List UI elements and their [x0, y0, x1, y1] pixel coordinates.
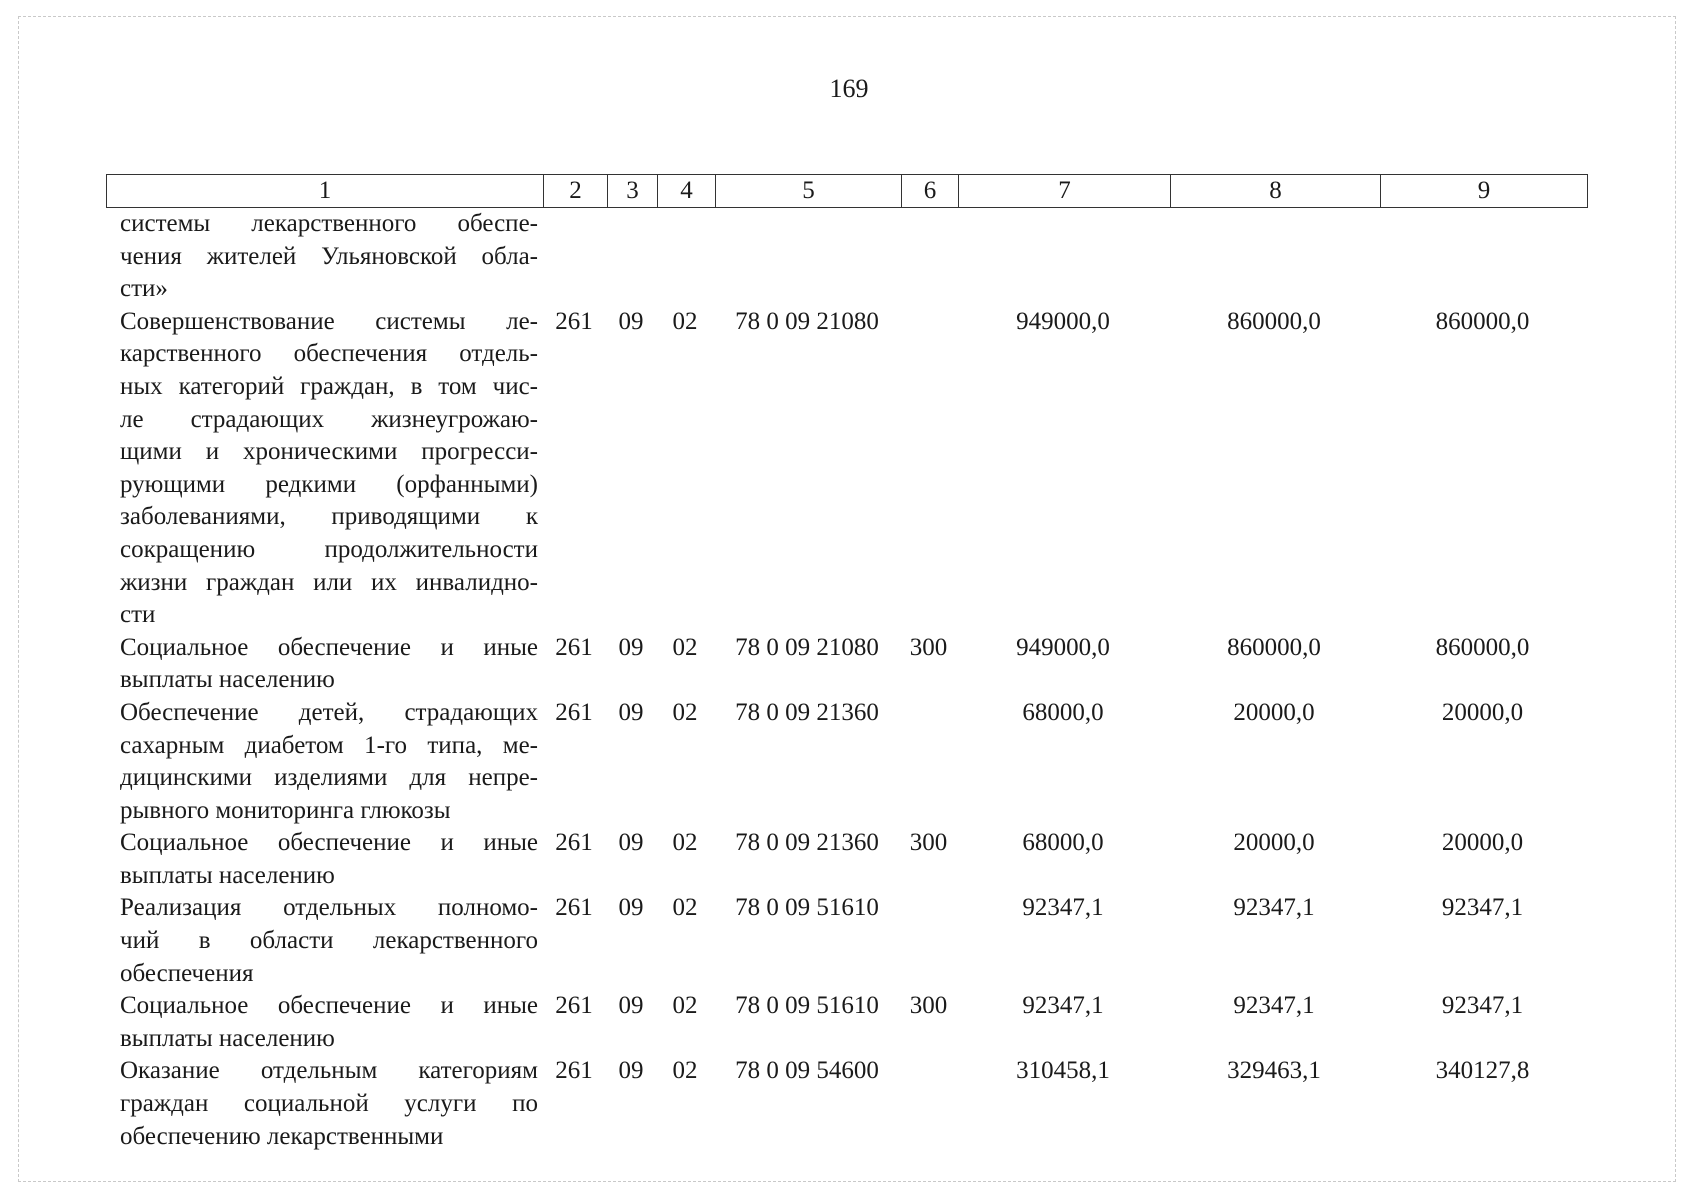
row-name-line: Социальное обеспечение и иные: [120, 992, 538, 1020]
row-name-line: Социальное обеспечение и иные: [120, 829, 538, 857]
row-name-line: Реализация отдельных полномо-: [120, 894, 538, 922]
cell-col-5: 78 0 09 21360: [735, 698, 879, 726]
cell-col-5: 78 0 09 21080: [735, 307, 879, 335]
header-col-2: 2: [543, 175, 607, 207]
cell-col-7: 92347,1: [1022, 894, 1104, 922]
cell-col-6: 300: [909, 633, 948, 661]
cell-col-8: 860000,0: [1227, 307, 1321, 335]
cell-col-3: 09: [618, 633, 644, 661]
row-name-line: выплаты населению: [120, 861, 335, 889]
cell-col-9: 20000,0: [1441, 829, 1524, 857]
cell-col-8: 860000,0: [1227, 633, 1321, 661]
cell-col-5: 78 0 09 21360: [735, 829, 879, 857]
cell-col-8: 92347,1: [1233, 992, 1315, 1020]
cell-col-9: 340127,8: [1435, 1057, 1530, 1085]
table-row: [106, 306, 1596, 632]
cell-col-3: 09: [618, 307, 644, 335]
table-row: [106, 1055, 1596, 1153]
header-col-6: 6: [901, 175, 958, 207]
cell-col-9: 92347,1: [1441, 894, 1524, 922]
cell-col-5: 78 0 09 21080: [735, 633, 879, 661]
cell-col-8: 92347,1: [1233, 894, 1315, 922]
header-col-5: 5: [715, 175, 901, 207]
row-name-line: выплаты населению: [120, 666, 335, 694]
cell-col-9: 860000,0: [1435, 307, 1530, 335]
cell-col-5: 78 0 09 51610: [735, 894, 879, 922]
cell-col-7: 68000,0: [1022, 829, 1104, 857]
header-col-9: 9: [1380, 175, 1587, 207]
row-name-line: щими и хроническими прогресси-: [120, 438, 538, 466]
cell-col-3: 09: [618, 894, 644, 922]
cell-col-9: 860000,0: [1435, 633, 1530, 661]
cell-col-2: 261: [555, 1057, 593, 1085]
cell-col-4: 02: [672, 894, 698, 922]
row-name-line: ных категорий граждан, в том чис-: [120, 372, 538, 400]
cell-col-7: 949000,0: [1016, 307, 1110, 335]
row-name-line: рующими редкими (орфанными): [120, 470, 538, 498]
header-col-1: 1: [318, 177, 332, 204]
header-col-8: 8: [1170, 175, 1380, 207]
cell-col-5: 78 0 09 51610: [735, 992, 879, 1020]
table-header: [106, 174, 1588, 208]
row-name-line: Обеспечение детей, страдающих: [120, 698, 538, 726]
table-body: [106, 208, 1596, 1153]
header-col-4: 4: [657, 175, 715, 207]
cell-col-3: 09: [618, 698, 644, 726]
table-row: [106, 827, 1596, 892]
cell-col-2: 261: [555, 992, 593, 1020]
table-row: [106, 208, 1596, 306]
cell-col-8: 20000,0: [1233, 698, 1315, 726]
header-col-7: 7: [958, 175, 1170, 207]
cell-col-8: 329463,1: [1227, 1057, 1321, 1085]
page-number: 169: [829, 74, 869, 103]
cell-col-9: 20000,0: [1441, 698, 1524, 726]
cell-col-4: 02: [672, 698, 698, 726]
row-name-line: сахарным диабетом 1-го типа, ме-: [120, 731, 538, 759]
row-name-line: Совершенствование системы ле-: [120, 307, 538, 335]
header-col-3: 3: [607, 175, 657, 207]
row-name-line: Оказание отдельным категориям: [120, 1057, 538, 1085]
cell-col-7: 310458,1: [1016, 1057, 1110, 1085]
table-row: [106, 697, 1596, 827]
row-name-cell: [106, 208, 542, 306]
cell-col-4: 02: [672, 307, 698, 335]
table-row: [106, 632, 1596, 697]
row-name-cell: [106, 632, 542, 697]
cell-col-2: 261: [555, 829, 593, 857]
row-name-line: обеспечению лекарственными: [120, 1122, 444, 1150]
table-row: [106, 990, 1596, 1055]
row-name-line: системы лекарственного обеспе-: [120, 210, 538, 237]
row-name-line: рывного мониторинга глюкозы: [120, 796, 451, 824]
row-name-cell: [106, 892, 542, 990]
row-name-line: выплаты населению: [120, 1024, 335, 1052]
row-name-cell: [106, 827, 542, 892]
cell-col-3: 09: [618, 829, 644, 857]
row-name-cell: [106, 697, 542, 827]
row-name-cell: [106, 306, 542, 632]
cell-col-3: 09: [618, 1057, 644, 1085]
row-name-line: сти»: [120, 275, 168, 303]
cell-col-4: 02: [672, 829, 698, 857]
cell-col-8: 20000,0: [1233, 829, 1315, 857]
cell-col-3: 09: [618, 992, 644, 1020]
row-name-line: Социальное обеспечение и иные: [120, 633, 538, 661]
cell-col-7: 68000,0: [1022, 698, 1104, 726]
row-name-line: сти: [120, 601, 156, 629]
table-row: [106, 892, 1596, 990]
row-name-line: обеспечения: [120, 959, 254, 987]
row-name-line: граждан социальной услуги по: [120, 1090, 538, 1118]
row-name-line: сокращению продолжительности: [120, 535, 538, 563]
cell-col-2: 261: [555, 698, 593, 726]
row-name-line: ле страдающих жизнеугрожаю-: [120, 405, 538, 433]
cell-col-4: 02: [672, 992, 698, 1020]
cell-col-2: 261: [555, 307, 593, 335]
row-name-line: дицинскими изделиями для непре-: [120, 764, 538, 792]
row-name-cell: [106, 1055, 542, 1153]
row-name-line: жизни граждан или их инвалидно-: [120, 568, 538, 596]
cell-col-6: 300: [909, 829, 948, 857]
cell-col-4: 02: [672, 633, 698, 661]
cell-col-7: 949000,0: [1016, 633, 1110, 661]
row-name-line: заболеваниями, приводящими к: [120, 503, 538, 531]
row-name-line: карственного обеспечения отдель-: [120, 340, 538, 368]
cell-col-7: 92347,1: [1022, 992, 1104, 1020]
cell-col-6: 300: [909, 992, 948, 1020]
row-name-cell: [106, 990, 542, 1055]
row-name-line: чения жителей Ульяновской обла-: [120, 242, 538, 270]
cell-col-2: 261: [555, 633, 593, 661]
cell-col-5: 78 0 09 54600: [735, 1057, 879, 1085]
cell-col-4: 02: [672, 1057, 698, 1085]
cell-col-2: 261: [555, 894, 593, 922]
row-name-line: чий в области лекарственного: [120, 927, 538, 955]
cell-col-9: 92347,1: [1441, 992, 1524, 1020]
